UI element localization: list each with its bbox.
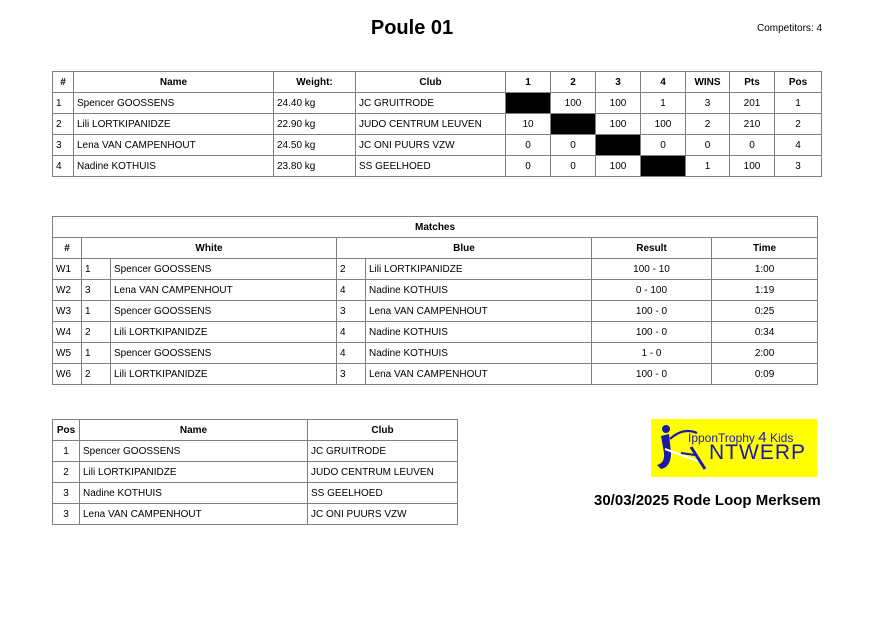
matches-header-white: White: [82, 238, 337, 259]
pool-points: 210: [730, 114, 775, 135]
match-blue-name: Nadine KOTHUIS: [366, 280, 592, 301]
table-row: [53, 343, 818, 364]
matches-header-blue: Blue: [337, 238, 592, 259]
pool-table: [52, 71, 822, 177]
pool-score: 0: [551, 156, 596, 177]
logo-title-tail: Kids: [769, 431, 794, 445]
matches-header-row: [53, 238, 818, 259]
table-row: [53, 93, 822, 114]
ranking-header-pos: Pos: [53, 420, 80, 441]
pool-wins: 2: [686, 114, 730, 135]
table-row: [53, 364, 818, 385]
pool-score: 100: [641, 114, 686, 135]
pool-position: 2: [775, 114, 822, 135]
pool-weight: 24.50 kg: [274, 135, 356, 156]
table-row: [53, 259, 818, 280]
match-white-num: 2: [82, 364, 111, 385]
logo-title-text: IpponTrophy: [688, 431, 755, 445]
pool-position: 1: [775, 93, 822, 114]
match-time: 0:09: [712, 364, 818, 385]
table-row: [53, 114, 822, 135]
ranking-club: JC ONI PUURS VZW: [308, 504, 458, 525]
ranking-club: SS GEELHOED: [308, 483, 458, 504]
match-result: 1 - 0: [592, 343, 712, 364]
table-row: [53, 280, 818, 301]
pool-weight: 24.40 kg: [274, 93, 356, 114]
match-blue-num: 4: [337, 322, 366, 343]
match-time: 0:34: [712, 322, 818, 343]
pool-score: 0: [506, 156, 551, 177]
pool-num: 4: [53, 156, 74, 177]
match-white-name: Lili LORTKIPANIDZE: [111, 322, 337, 343]
table-row: [53, 441, 458, 462]
table-row: [53, 135, 822, 156]
pool-header-cell: 1: [506, 72, 551, 93]
pool-header-cell: Club: [356, 72, 506, 93]
pool-wins: 0: [686, 135, 730, 156]
match-blue-num: 3: [337, 301, 366, 322]
match-result: 100 - 0: [592, 364, 712, 385]
match-time: 2:00: [712, 343, 818, 364]
match-time: 1:19: [712, 280, 818, 301]
match-id: W3: [53, 301, 82, 322]
ranking-club: JUDO CENTRUM LEUVEN: [308, 462, 458, 483]
pool-header-cell: Pos: [775, 72, 822, 93]
ranking-header-name: Name: [80, 420, 308, 441]
ranking-club: JC GRUITRODE: [308, 441, 458, 462]
pool-name: Lili LORTKIPANIDZE: [74, 114, 274, 135]
matches-table: [52, 216, 818, 385]
pool-score: 100: [596, 156, 641, 177]
ranking-name: Lena VAN CAMPENHOUT: [80, 504, 308, 525]
match-id: W2: [53, 280, 82, 301]
pool-header-cell: 2: [551, 72, 596, 93]
ranking-header-row: [53, 420, 458, 441]
match-white-name: Spencer GOOSSENS: [111, 301, 337, 322]
match-id: W1: [53, 259, 82, 280]
ranking-pos: 2: [53, 462, 80, 483]
ranking-header-club: Club: [308, 420, 458, 441]
match-blue-name: Lena VAN CAMPENHOUT: [366, 301, 592, 322]
match-id: W5: [53, 343, 82, 364]
ranking-pos: 1: [53, 441, 80, 462]
match-blue-num: 2: [337, 259, 366, 280]
ranking-name: Lili LORTKIPANIDZE: [80, 462, 308, 483]
matches-header-num: #: [53, 238, 82, 259]
match-time: 0:25: [712, 301, 818, 322]
pool-points: 201: [730, 93, 775, 114]
match-white-num: 1: [82, 301, 111, 322]
pool-num: 1: [53, 93, 74, 114]
match-white-name: Spencer GOOSSENS: [111, 259, 337, 280]
match-blue-name: Lili LORTKIPANIDZE: [366, 259, 592, 280]
match-white-num: 1: [82, 259, 111, 280]
pool-points: 100: [730, 156, 775, 177]
pool-score: 100: [596, 114, 641, 135]
pool-name: Spencer GOOSSENS: [74, 93, 274, 114]
pool-header-cell: Pts: [730, 72, 775, 93]
pool-club: SS GEELHOED: [356, 156, 506, 177]
competitors-count: Competitors: 4: [757, 23, 823, 34]
match-result: 100 - 10: [592, 259, 712, 280]
pool-score: 1: [641, 93, 686, 114]
ranking-pos: 3: [53, 504, 80, 525]
pool-score: 10: [506, 114, 551, 135]
pool-points: 0: [730, 135, 775, 156]
matches-title-row: [53, 217, 818, 238]
pool-club: JUDO CENTRUM LEUVEN: [356, 114, 506, 135]
match-white-name: Spencer GOOSSENS: [111, 343, 337, 364]
pool-weight: 23.80 kg: [274, 156, 356, 177]
judo-figure-icon: [651, 419, 711, 477]
match-time: 1:00: [712, 259, 818, 280]
pool-num: 3: [53, 135, 74, 156]
page-title: Poule 01: [370, 17, 454, 39]
match-white-name: Lena VAN CAMPENHOUT: [111, 280, 337, 301]
pool-header-cell: Name: [74, 72, 274, 93]
match-result: 100 - 0: [592, 322, 712, 343]
tournament-logo: [651, 419, 817, 477]
table-row: [53, 156, 822, 177]
logo-city: NTWERP: [709, 441, 806, 464]
match-id: W4: [53, 322, 82, 343]
match-blue-name: Nadine KOTHUIS: [366, 322, 592, 343]
pool-header-cell: 3: [596, 72, 641, 93]
pool-wins: 3: [686, 93, 730, 114]
match-id: W6: [53, 364, 82, 385]
pool-score: 0: [506, 135, 551, 156]
table-row: [53, 483, 458, 504]
match-white-num: 3: [82, 280, 111, 301]
match-white-num: 1: [82, 343, 111, 364]
ranking-name: Spencer GOOSSENS: [80, 441, 308, 462]
pool-position: 3: [775, 156, 822, 177]
pool-score: 0: [641, 135, 686, 156]
pool-weight: 22.90 kg: [274, 114, 356, 135]
pool-self-cell: [596, 135, 641, 156]
pool-header-cell: 4: [641, 72, 686, 93]
match-blue-name: Nadine KOTHUIS: [366, 343, 592, 364]
event-info: 30/03/2025 Rode Loop Merksem: [594, 492, 821, 509]
match-blue-name: Lena VAN CAMPENHOUT: [366, 364, 592, 385]
pool-header-row: [53, 72, 822, 93]
matches-title: Matches: [53, 217, 818, 238]
ranking-pos: 3: [53, 483, 80, 504]
match-result: 100 - 0: [592, 301, 712, 322]
pool-self-cell: [641, 156, 686, 177]
match-result: 0 - 100: [592, 280, 712, 301]
match-white-num: 2: [82, 322, 111, 343]
pool-header-cell: Weight:: [274, 72, 356, 93]
match-blue-num: 4: [337, 280, 366, 301]
pool-position: 4: [775, 135, 822, 156]
pool-score: 0: [551, 135, 596, 156]
ranking-table: [52, 419, 458, 525]
match-blue-num: 4: [337, 343, 366, 364]
pool-score: 100: [596, 93, 641, 114]
pool-header-cell: WINS: [686, 72, 730, 93]
pool-club: JC ONI PUURS VZW: [356, 135, 506, 156]
ranking-name: Nadine KOTHUIS: [80, 483, 308, 504]
pool-wins: 1: [686, 156, 730, 177]
pool-self-cell: [506, 93, 551, 114]
pool-self-cell: [551, 114, 596, 135]
pool-score: 100: [551, 93, 596, 114]
match-blue-num: 3: [337, 364, 366, 385]
match-white-name: Lili LORTKIPANIDZE: [111, 364, 337, 385]
table-row: [53, 504, 458, 525]
pool-club: JC GRUITRODE: [356, 93, 506, 114]
pool-num: 2: [53, 114, 74, 135]
table-row: [53, 301, 818, 322]
table-row: [53, 322, 818, 343]
matches-header-time: Time: [712, 238, 818, 259]
matches-header-result: Result: [592, 238, 712, 259]
pool-name: Lena VAN CAMPENHOUT: [74, 135, 274, 156]
pool-name: Nadine KOTHUIS: [74, 156, 274, 177]
logo-title-number: 4: [758, 429, 767, 446]
pool-header-cell: #: [53, 72, 74, 93]
table-row: [53, 462, 458, 483]
